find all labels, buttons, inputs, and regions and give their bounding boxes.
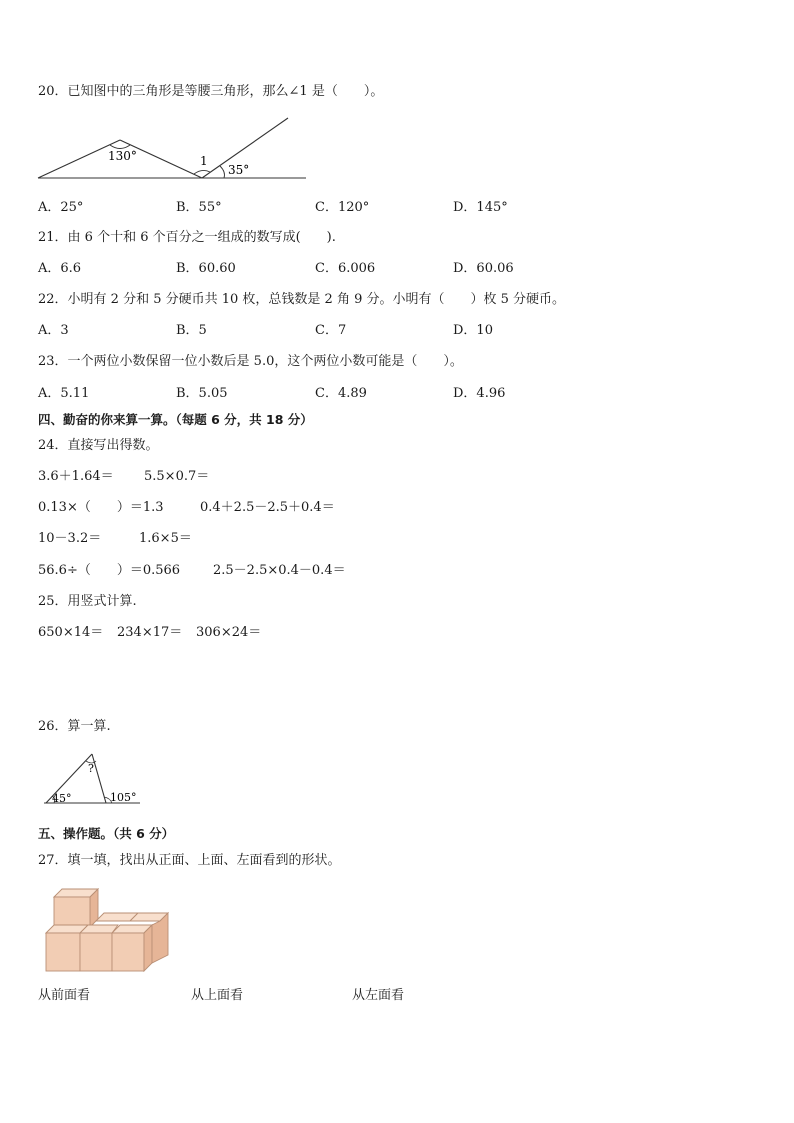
- q23-option-b: B．5.05: [176, 386, 228, 401]
- view-left-label: 从左面看: [352, 988, 405, 1003]
- q21-option-b: B．60.60: [176, 261, 236, 276]
- q23-option-a: A．5.11: [38, 386, 90, 401]
- q21-option-a: A．6.6: [38, 261, 82, 276]
- view-top-label: 从上面看: [191, 988, 244, 1003]
- q25-item: 234×17＝: [117, 625, 183, 640]
- q20-option-c: C．120°: [315, 200, 370, 215]
- q20-option-d: D．145°: [453, 200, 508, 215]
- label-45: 45°: [52, 792, 72, 805]
- q20-option-b: B．55°: [176, 200, 222, 215]
- q24-item: 5.5×0.7＝: [144, 469, 210, 484]
- q21-option-d: D．60.06: [453, 261, 514, 276]
- view-front-label: 从前面看: [38, 988, 91, 1003]
- q24-item: 0.4＋2.5－2.5＋0.4＝: [200, 500, 335, 515]
- q23-text: 23．一个两位小数保留一位小数后是 5.0，这个两位小数可能是（ ）。: [38, 354, 463, 369]
- q25-item: 650×14＝: [38, 625, 104, 640]
- section5-heading: 五、操作题。（共 6 分）: [38, 826, 175, 841]
- q25-text: 25．用竖式计算.: [38, 594, 137, 609]
- section4-heading: 四、勤奋的你来算一算。（每题 6 分，共 18 分）: [38, 412, 313, 427]
- q22-option-d: D．10: [453, 323, 493, 338]
- q24-item: 3.6＋1.64＝: [38, 469, 114, 484]
- label-35: 35°: [228, 163, 250, 177]
- q21-text: 21．由 6 个十和 6 个百分之一组成的数写成( ).: [38, 230, 336, 245]
- label-unknown: ?: [88, 762, 94, 775]
- label-105: 105°: [110, 791, 137, 804]
- label-130: 130°: [108, 149, 137, 163]
- q22-option-a: A．3: [38, 323, 69, 338]
- q22-text: 22．小明有 2 分和 5 分硬币共 10 枚，总钱数是 2 角 9 分。小明有（ ）枚 5 分硬币。: [38, 292, 566, 307]
- q20-text: 20．已知图中的三角形是等腰三角形，那么∠1 是（ ）。: [38, 84, 384, 99]
- q22-option-c: C．7: [315, 323, 347, 338]
- q21-option-c: C．6.006: [315, 261, 376, 276]
- q23-option-c: C．4.89: [315, 386, 367, 401]
- q20-option-a: A．25°: [38, 200, 84, 215]
- q27-text: 27．填一填，找出从正面、上面、左面看到的形状。: [38, 853, 341, 868]
- q23-option-d: D．4.96: [453, 386, 506, 401]
- q26-triangle-figure: [40, 748, 150, 808]
- q20-figure: [34, 112, 314, 184]
- q27-cube-stack-figure: [40, 880, 175, 976]
- q24-item: 0.13×（ ）＝1.3: [38, 500, 164, 515]
- q24-item: 56.6÷（ ）＝0.566: [38, 563, 181, 578]
- label-angle-1: 1: [200, 154, 208, 168]
- q26-text: 26．算一算.: [38, 719, 111, 734]
- q24-item: 10－3.2＝: [38, 531, 102, 546]
- q24-text: 24．直接写出得数。: [38, 438, 159, 453]
- q24-item: 2.5－2.5×0.4－0.4＝: [213, 563, 346, 578]
- q25-item: 306×24＝: [196, 625, 262, 640]
- q22-option-b: B．5: [176, 323, 207, 338]
- q24-item: 1.6×5＝: [139, 531, 192, 546]
